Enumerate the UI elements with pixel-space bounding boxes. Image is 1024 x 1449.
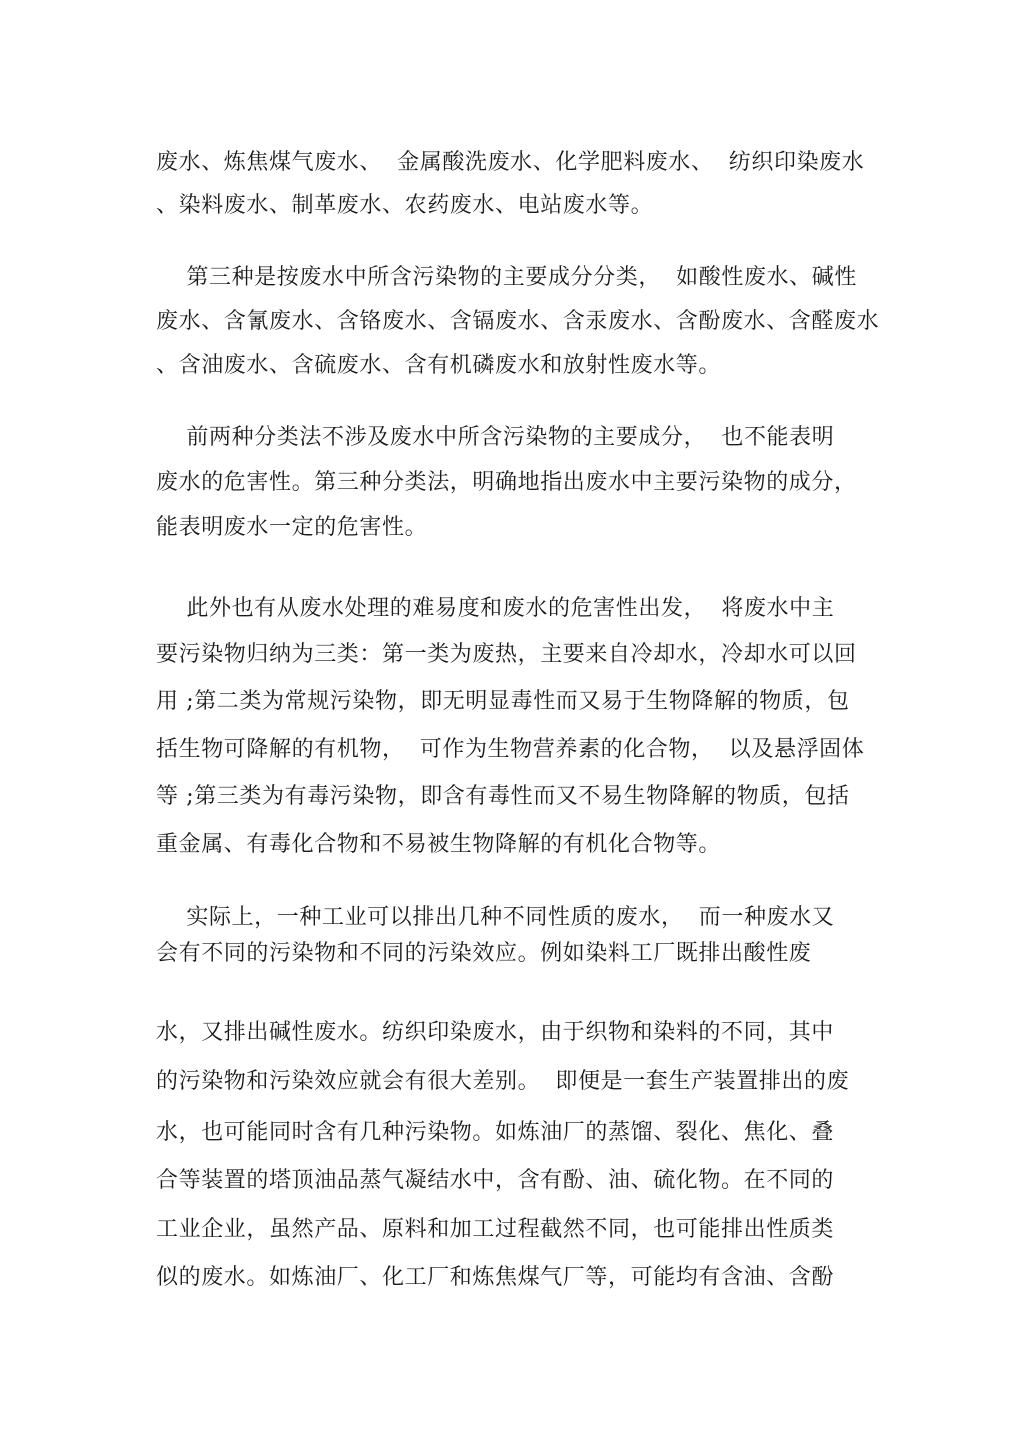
text-line: 括生物可降解的有机物， 可作为生物营养素的化合物， 以及悬浮固体 bbox=[156, 737, 865, 762]
text-line: 重金属、有毒化合物和不易被生物降解的有机化合物等。 bbox=[156, 832, 722, 857]
text-line: 合等装置的塔顶油品蒸气凝结水中，含有酚、油、硫化物。在不同的 bbox=[156, 1168, 835, 1193]
text-line: 要污染物归纳为三类：第一类为废热，主要来自冷却水，冷却水可以回 bbox=[156, 642, 857, 667]
text-line: 废水、含氰废水、含铬废水、含镉废水、含汞废水、含酚废水、含醛废水 bbox=[156, 309, 880, 334]
text-line: 等 ;第三类为有毒污染物，即含有毒性而又不易生物降解的物质，包括 bbox=[156, 784, 850, 809]
text-line: 实际上，一种工业可以排出几种不同性质的废水， 而一种废水又 bbox=[156, 905, 835, 930]
text-line: 废水的危害性。第三种分类法，明确地指出废水中主要污染物的成分， bbox=[156, 470, 857, 495]
text-line: 废水、炼焦煤气废水、 金属酸洗废水、化学肥料废水、 纺织印染废水 bbox=[156, 150, 865, 175]
text-line: 工业企业，虽然产品、原料和加工过程截然不同，也可能排出性质类 bbox=[156, 1217, 835, 1242]
text-line: 、染料废水、制革废水、农药废水、电站废水等。 bbox=[156, 193, 654, 218]
text-line: 水，又排出碱性废水。纺织印染废水，由于织物和染料的不同，其中 bbox=[156, 1020, 835, 1045]
text-line: 、含油废水、含硫废水、含有机磷废水和放射性废水等。 bbox=[156, 353, 722, 378]
text-line: 第三种是按废水中所含污染物的主要成分分类， 如酸性废水、碱性 bbox=[156, 265, 857, 290]
text-line: 似的废水。如炼油厂、化工厂和炼焦煤气厂等，可能均有含油、含酚 bbox=[156, 1265, 835, 1290]
text-line: 前两种分类法不涉及废水中所含污染物的主要成分， 也不能表明 bbox=[156, 425, 835, 450]
text-line: 会有不同的污染物和不同的污染效应。例如染料工厂既排出酸性废 bbox=[156, 941, 812, 966]
text-line: 用 ;第二类为常规污染物，即无明显毒性而又易于生物降解的物质，包 bbox=[156, 689, 850, 714]
text-line: 此外也有从废水处理的难易度和废水的危害性出发， 将废水中主 bbox=[156, 596, 835, 621]
text-line: 水，也可能同时含有几种污染物。如炼油厂的蒸馏、裂化、焦化、叠 bbox=[156, 1120, 835, 1145]
text-line: 的污染物和污染效应就会有很大差别。 即便是一套生产装置排出的废 bbox=[156, 1069, 850, 1094]
text-line: 能表明废水一定的危害性。 bbox=[156, 515, 428, 540]
